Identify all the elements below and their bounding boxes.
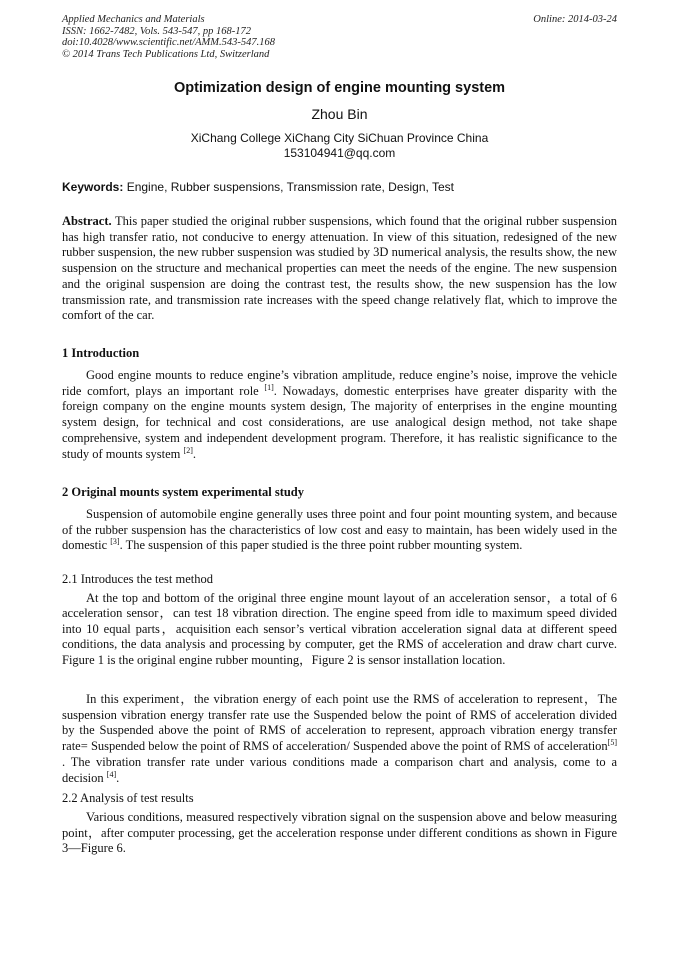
citation-5[interactable]: [5]	[607, 737, 617, 747]
keywords-text: Engine, Rubber suspensions, Transmission rate, Design, Test	[126, 180, 454, 194]
section-2-paragraph-3	[62, 692, 617, 786]
section-1-paragraph	[62, 368, 617, 462]
citation-1[interactable]: [1]	[264, 382, 274, 392]
section-2-paragraph-4: Various conditions, measured respectively vibration signal on the suspension above and below measuring point，after computer processing, get the acceleration response under different conditions as shown in Figure 3—Figure 6.	[62, 810, 617, 856]
doi-line[interactable]: doi:10.4028/www.scientific.net/AMM.543-547.168	[62, 37, 275, 48]
affiliation: XiChang College XiChang City SiChuan Province China	[190, 131, 489, 145]
intro-text-c: .	[192, 446, 196, 461]
affiliation-block	[62, 131, 617, 161]
keywords-line	[62, 180, 617, 194]
paper-title: Optimization design of engine mounting system	[173, 80, 506, 96]
section-2-paragraph-2: At the top and bottom of the original three engine mount layout of an acceleration sensor，a total of 6 acceleration sensor，can test 18 vibration direction. The engine speed from idle to maximum speed divided into 10 equal parts，acquisition each sensor’s vertical vibration acceleration signal data at different speed conditions, the data analysis and processing by computer, get the RMS of acceleration and draw chart curve. Figure 1 is the original engine rubber mounting，Figure 2 is sensor installation location.	[62, 591, 617, 667]
abstract-label: Abstract.	[62, 214, 112, 228]
s2-p1-text-b: . The suspension of this paper studied is the three point rubber mounting system.	[119, 538, 523, 553]
intro-text-a: Good engine mounts to reduce engine’s vibration amplitude, reduce engine’s noise, improve the vehicle ride comfort, plays an important role	[62, 368, 617, 398]
citation-3[interactable]: [3]	[110, 537, 120, 547]
author-name: Zhou Bin	[311, 106, 368, 122]
s2-p3-text-a: In this experiment，the vibration energy of each point use the RMS of acceleration to represent，The suspension vibration energy transfer rate use the Suspended below the point of RMS of acceleration divided by the Suspended above the point of RMS of acceleration to represent, approach vibration energy transfer rate= Suspended below the point of RMS of acceleration/ Suspended above the point of RMS of acceleration	[62, 692, 617, 754]
section-2-heading: 2 Original mounts system experimental study	[62, 485, 305, 499]
citation-4[interactable]: [4]	[106, 769, 117, 779]
online-date: Online: 2014-03-24	[533, 14, 617, 25]
s2-p3-text-b: . The vibration transfer rate under various conditions made a comparison chart and analysis, come to a decision	[62, 754, 617, 785]
issn-line: ISSN: 1662-7482, Vols. 543-547, pp 168-172	[62, 25, 251, 37]
section-1-heading: 1 Introduction	[62, 346, 140, 360]
intro-text-b: . Nowadays, domestic enterprises have greater disparity with the foreign company on the engine mounts system design, The majority of enterprises in the engine mounting system design, for technical and cost considerations, are use analogical design method, not take shape comprehensive, system and independent development program. Therefore, it has realistic significance to the study of mounts system	[62, 383, 617, 461]
subsection-2-1-heading: 2.1 Introduces the test method	[62, 572, 214, 586]
author-email[interactable]: 153104941@qq.com	[283, 146, 396, 160]
abstract-paragraph	[62, 214, 617, 324]
copyright-line: © 2014 Trans Tech Publications Ltd, Switzerland	[62, 48, 270, 60]
journal-name: Applied Mechanics and Materials	[62, 14, 205, 25]
keywords-label: Keywords:	[62, 180, 124, 194]
s2-p3-text-c: .	[116, 770, 120, 785]
section-2-paragraph-1	[62, 507, 617, 554]
journal-header	[62, 14, 617, 60]
subsection-2-2-heading: 2.2 Analysis of test results	[62, 791, 194, 805]
citation-2[interactable]: [2]	[183, 445, 193, 455]
s2-p1-text-a: Suspension of automobile engine generally uses three point and four point mounting system, and because of the rubber suspension has the characteristics of low cost and easy to maintain, has been widely used in the domestic	[62, 507, 617, 553]
abstract-text: This paper studied the original rubber suspensions, which found that the original rubber suspension has high transfer ratio, not conducive to energy attenuation. In view of this situation, redesigned of the new rubber suspension, the new rubber suspension was studied by 3D numerical analysis, the results show, the new suspension on the structure and mechanical properties can meet the needs of the engine. The new suspension and the original suspension are doing the contrast test, the results show, the new suspension has the low transmission rate, and transmission rate increases with the speed change relatively flat, which to improve the comfort of the car.	[62, 214, 618, 323]
